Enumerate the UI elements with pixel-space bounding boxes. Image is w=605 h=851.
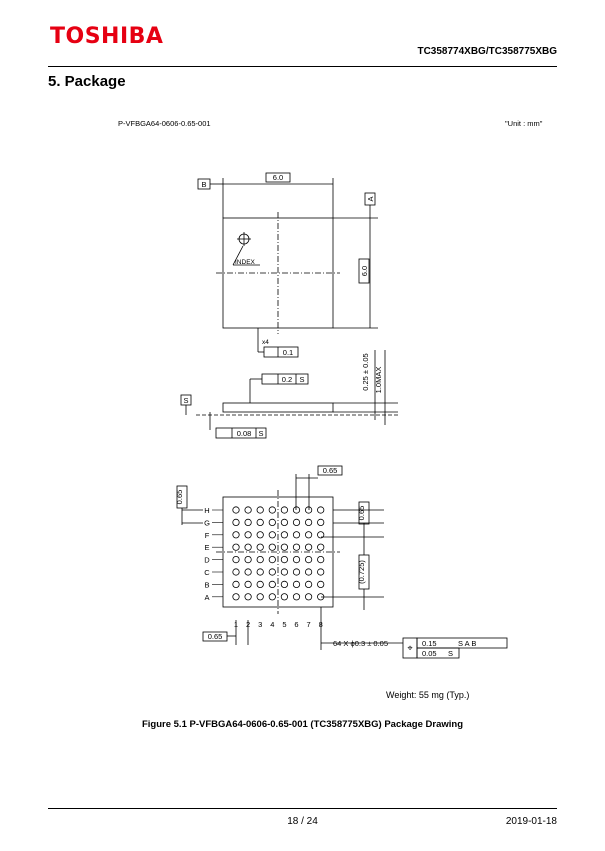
datum-b-label: B [201,180,207,189]
width-dimension: 6.0 [272,173,284,182]
ball-C4 [269,569,275,575]
ball-A6 [293,594,299,600]
ball-F7 [305,532,311,538]
weight-note: Weight: 55 mg (Typ.) [386,690,470,700]
col-label-8: 8 [318,620,323,629]
position-tolerance-1: 0.15 [422,639,437,648]
position-tolerance-2: 0.05 [422,649,437,658]
ball-B5 [281,581,287,587]
page-number: 18 / 24 [287,816,318,827]
ball-G8 [318,519,324,525]
ball-H5 [281,507,287,513]
flatness-datum: S [258,429,264,438]
ball-D7 [305,556,311,562]
ball-D5 [281,556,287,562]
ball-E7 [305,544,311,550]
document-date: 2019-01-18 [505,816,557,827]
parallel-tolerance: 0.2 [281,375,293,384]
ball-F5 [281,532,287,538]
ball-A2 [245,594,251,600]
row-label-B: B [204,580,210,590]
row-label-F: F [204,530,210,540]
ball-F1 [233,532,239,538]
col-label-3: 3 [258,620,263,629]
side-view-body [223,403,333,412]
ball-H8 [318,507,324,513]
section-title: 5. Package [48,73,126,90]
position-reference-1: S A B [458,639,477,648]
row-labels [204,506,223,602]
ball-G4 [269,519,275,525]
flatness-tolerance: 0.08 [236,429,252,438]
row-label-D: D [204,555,210,565]
footer-divider [48,808,557,809]
ball-G2 [245,519,251,525]
package-code: P-VFBGA64-0606-0.65-001 [118,119,211,128]
ball-C7 [305,569,311,575]
ball-A1 [233,594,239,600]
ball-E1 [233,544,239,550]
ball-D2 [245,556,251,562]
ball-C5 [281,569,287,575]
ball-A7 [305,594,311,600]
ball-C3 [257,569,263,575]
parallel-datum: S [299,375,305,384]
standoff-dimension: 0.25 ± 0.05 [361,353,370,391]
ball-G5 [281,519,287,525]
ball-E5 [281,544,287,550]
document-number: TC358774XBG/TC358775XBG [417,46,557,57]
ball-D4 [269,556,275,562]
ball-B4 [269,581,275,587]
ball-H6 [293,507,299,513]
corner-tolerance: 0.1 [282,348,294,357]
toshiba-logo: TOSHIBA [50,24,164,49]
ball-H4 [269,507,275,513]
row-label-G: G [204,518,210,528]
ball-B1 [233,581,239,587]
ball-F6 [293,532,299,538]
ball-E3 [257,544,263,550]
ball-D8 [318,556,324,562]
ball-C8 [318,569,324,575]
ball-G6 [293,519,299,525]
ball-H3 [257,507,263,513]
col-label-4: 4 [270,620,275,629]
ball-F8 [318,532,324,538]
height-dimension: 6.0 [360,265,369,277]
row-label-C: C [204,568,210,577]
col-label-5: 5 [282,620,287,629]
ball-C1 [233,569,239,575]
ball-F4 [269,532,275,538]
ball-A4 [269,594,275,600]
col-label-2: 2 [246,620,251,629]
ball-C6 [293,569,299,575]
row-label-H: H [204,506,210,515]
datum-a-label: A [366,196,375,202]
unit-note: "Unit : mm" [505,119,543,128]
ball-G3 [257,519,263,525]
position-tolerance-icon: ⌖ [407,643,413,653]
ball-F2 [245,532,251,538]
col-label-6: 6 [294,620,299,629]
datum-s-label: S [183,396,189,405]
max-height-dimension: 1.0MAX [374,366,383,394]
ball-B2 [245,581,251,587]
ball-D1 [233,556,239,562]
pitch-right: 0.65 [357,505,366,521]
ball-D6 [293,556,299,562]
corner-count: x4 [262,339,269,346]
ball-G1 [233,519,239,525]
ball-E8 [318,544,324,550]
ball-B3 [257,581,263,587]
ball-E2 [245,544,251,550]
ball-H1 [233,507,239,513]
index-label: INDEX [235,259,255,266]
ball-B8 [318,581,324,587]
ball-H2 [245,507,251,513]
ball-G7 [305,519,311,525]
pitch-bottom: 0.65 [207,632,223,641]
ball-C2 [245,569,251,575]
column-labels [234,620,323,629]
ball-A3 [257,594,263,600]
ball-B7 [305,581,311,587]
ball-A5 [281,594,287,600]
ball-F3 [257,532,263,538]
ball-B6 [293,581,299,587]
position-reference-2: S [448,649,454,658]
row-label-A: A [204,592,210,602]
ball-E4 [269,544,275,550]
edge-dimension: (0.725) [357,560,366,584]
ball-D3 [257,556,263,562]
ball-spec: 64 X ϕ0.3 ± 0.05 [333,639,389,648]
row-label-E: E [204,543,210,553]
pitch-top: 0.65 [322,466,338,475]
pitch-left: 0.65 [175,489,184,505]
col-label-1: 1 [233,620,239,629]
ball-H7 [305,507,311,513]
ball-E6 [293,544,299,550]
figure-caption: Figure 5.1 P-VFBGA64-0606-0.65-001 (TC358775XBG) Package Drawing [141,719,464,730]
col-label-7: 7 [306,620,311,629]
